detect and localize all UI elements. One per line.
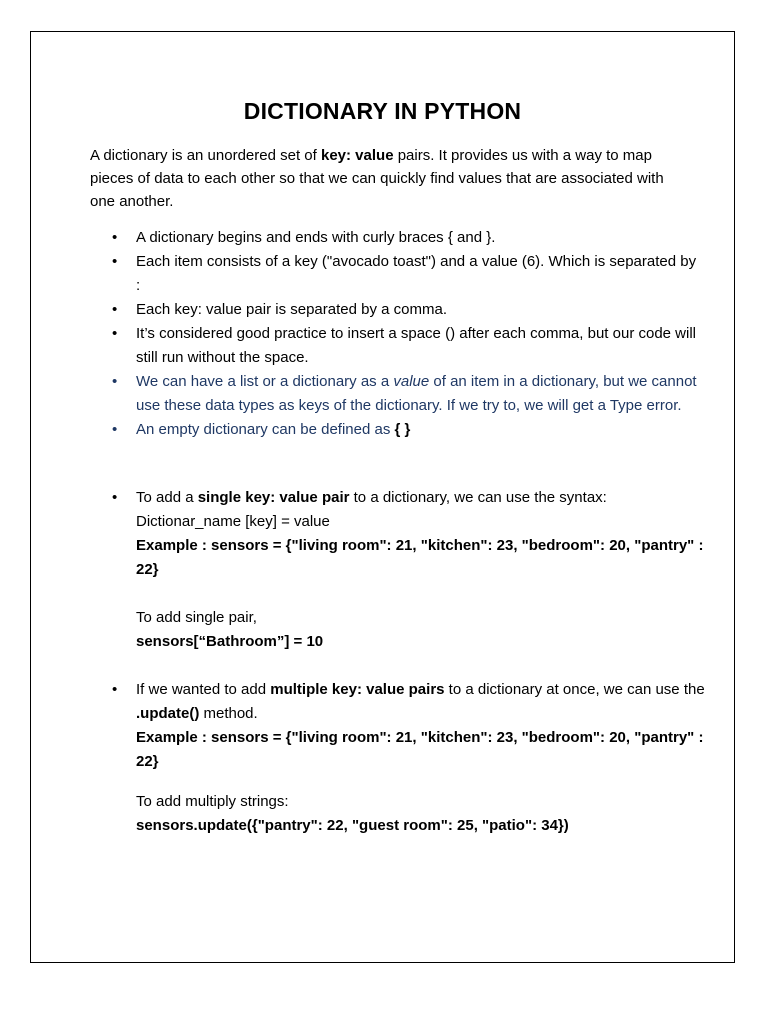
- single-pair-intro: [136, 486, 726, 510]
- syntax-line: Dictionar_name [key] = value: [136, 513, 330, 530]
- multiple-text-2: to a dictionary at once, we can use the: [444, 681, 705, 698]
- list-item-text-1: We can have a list or a dictionary as a: [136, 373, 394, 390]
- multiple-bold-1: multiple key: value pairs: [270, 681, 445, 698]
- sub-code: sensors.update({"pantry": 22, "guest room": 25, "patio": 34}): [136, 817, 569, 834]
- bullet-icon: •: [112, 373, 118, 390]
- multiple-bold-2: .update(): [136, 705, 200, 722]
- bullet-icon: •: [112, 325, 118, 342]
- bullet-icon: •: [112, 681, 118, 698]
- list-item: [90, 298, 700, 322]
- bullet-icon: •: [112, 489, 118, 506]
- list-item: [90, 418, 700, 442]
- intro-bold: key: value: [320, 147, 394, 164]
- page-title: DICTIONARY IN PYTHON: [243, 98, 522, 124]
- single-pair-section: [112, 486, 726, 582]
- example-code: Example : sensors = {"living room": 21, "kitchen": 23, "bedroom": 20, "pantry" : 22}: [136, 729, 704, 770]
- single-pair-sub: [136, 606, 696, 654]
- multiple-pairs-section: [112, 678, 726, 774]
- empty-dict-code: { }: [394, 421, 411, 438]
- list-item-text: An empty dictionary can be defined as: [136, 421, 395, 438]
- intro-text-1: A dictionary is an unordered set of: [90, 147, 321, 164]
- sub-label: To add single pair,: [136, 609, 257, 626]
- example-code: Example : sensors = {"living room": 21, "kitchen": 23, "bedroom": 20, "pantry" : 22}: [136, 537, 704, 578]
- sub-code: sensors[“Bathroom”] = 10: [136, 633, 324, 650]
- list-item-text: A dictionary begins and ends with curly braces { and }.: [136, 229, 496, 246]
- single-text-1: To add a: [136, 489, 198, 506]
- intro-paragraph: [90, 144, 690, 213]
- bullet-icon: •: [112, 253, 118, 270]
- multiple-pairs-intro: [136, 678, 726, 726]
- list-item: [90, 226, 700, 250]
- intro-text-2: pairs. It provides us with a way to map pieces of data to each other so that we can quickly find values that are associated with one another.: [90, 147, 664, 210]
- list-item-text: It’s considered good practice to insert a space () after each comma, but our code will still run without the space.: [136, 325, 697, 366]
- list-item-text: Each item consists of a key ("avocado toast") and a value (6). Which is separated by :: [136, 253, 697, 294]
- multiple-text-1: If we wanted to add: [136, 681, 271, 698]
- bullet-icon: •: [112, 421, 118, 438]
- list-item-text-2: of an item in a dictionary, but we cannot use these data types as keys of the dictionary. If we try to, we will get a Type error.: [136, 373, 697, 414]
- single-text-2: to a dictionary, we can use the syntax:: [349, 489, 607, 506]
- bullet-icon: •: [112, 301, 118, 318]
- bullet-icon: •: [112, 229, 118, 246]
- multiple-pairs-sub: [136, 790, 696, 838]
- bullet-list: [90, 226, 700, 442]
- list-item: [90, 322, 700, 370]
- document-page: [30, 31, 735, 963]
- multiple-text-3: method.: [199, 705, 258, 722]
- list-item: [90, 250, 700, 298]
- list-item-italic: value: [393, 373, 430, 390]
- list-item-text: Each key: value pair is separated by a comma.: [136, 301, 447, 318]
- list-item: [90, 370, 700, 418]
- single-bold: single key: value pair: [197, 489, 350, 506]
- sub-label: To add multiply strings:: [136, 793, 289, 810]
